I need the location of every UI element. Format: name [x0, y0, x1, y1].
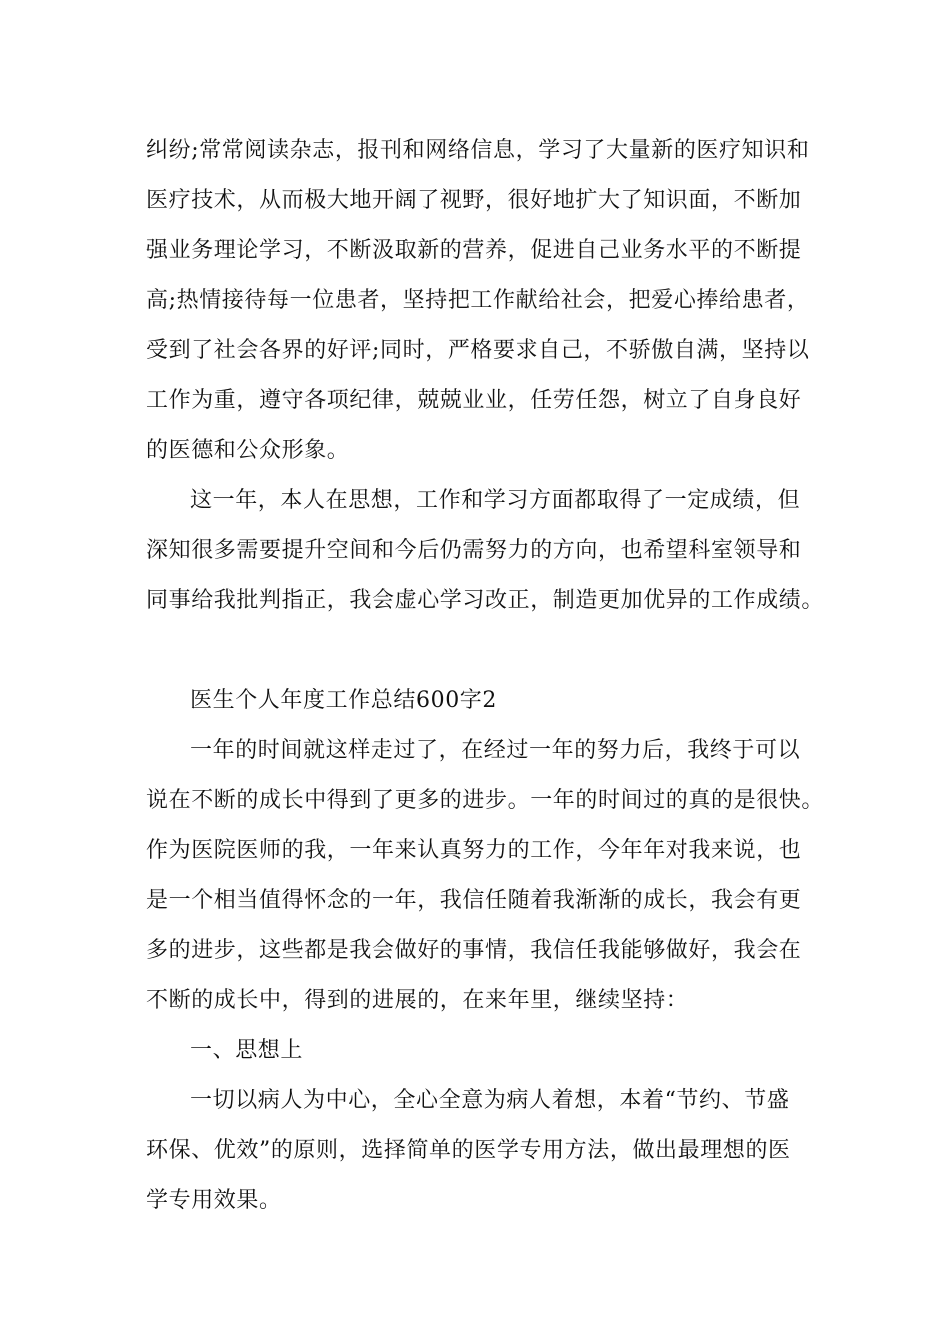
- paragraph-3-line-6: 不断的成长中，得到的进展的，在来年里，继续坚持：: [146, 988, 689, 1013]
- paragraph-2-line-3: 同事给我批判指正，我会虚心学习改正，制造更加优异的工作成绩。: [146, 588, 825, 613]
- paragraph-3-line-4: 是一个相当值得怀念的一年，我信任随着我渐渐的成长，我会有更: [146, 888, 802, 913]
- paragraph-4-line-1: 一切以病人为中心，全心全意为病人着想，本着“节约、节盛: [190, 1088, 790, 1113]
- paragraph-1-line-3: 强业务理论学习，不断汲取新的营养，促进自己业务水平的不断提: [146, 238, 802, 263]
- paragraph-4-line-3: 学专用效果。: [146, 1188, 282, 1213]
- paragraph-1-line-1: 纠纷;常常阅读杂志，报刊和网络信息，学习了大量新的医疗知识和: [146, 138, 810, 163]
- paragraph-2-line-1: 这一年，本人在思想，工作和学习方面都取得了一定成绩，但: [190, 488, 801, 513]
- paragraph-3-line-2: 说在不断的成长中得到了更多的进步。一年的时间过的真的是很快。: [146, 788, 825, 813]
- paragraph-1-line-6: 工作为重，遵守各项纪律，兢兢业业，任劳任怨，树立了自身良好: [146, 388, 802, 413]
- paragraph-1-line-5: 受到了社会各界的好评;同时，严格要求自己，不骄傲自满，坚持以: [146, 338, 810, 363]
- subheading: 一、思想上: [190, 1038, 304, 1063]
- paragraph-1-line-4: 高;热情接待每一位患者，坚持把工作献给社会，把爱心捧给患者，: [146, 288, 810, 313]
- section-title: 医生个人年度工作总结600字2: [190, 688, 497, 713]
- paragraph-1-line-7: 的医德和公众形象。: [146, 438, 350, 463]
- paragraph-3-line-1: 一年的时间就这样走过了，在经过一年的努力后，我终于可以: [190, 738, 801, 763]
- paragraph-4-line-2: 环保、优效”的原则，选择简单的医学专用方法，做出最理想的医: [146, 1138, 791, 1163]
- paragraph-3-line-5: 多的进步，这些都是我会做好的事情，我信任我能够做好，我会在: [146, 938, 802, 963]
- paragraph-3-line-3: 作为医院医师的我，一年来认真努力的工作，今年年对我来说，也: [146, 838, 802, 863]
- paragraph-2-line-2: 深知很多需要提升空间和今后仍需努力的方向，也希望科室领导和: [146, 538, 802, 563]
- paragraph-1-line-2: 医疗技术，从而极大地开阔了视野，很好地扩大了知识面，不断加: [146, 188, 802, 213]
